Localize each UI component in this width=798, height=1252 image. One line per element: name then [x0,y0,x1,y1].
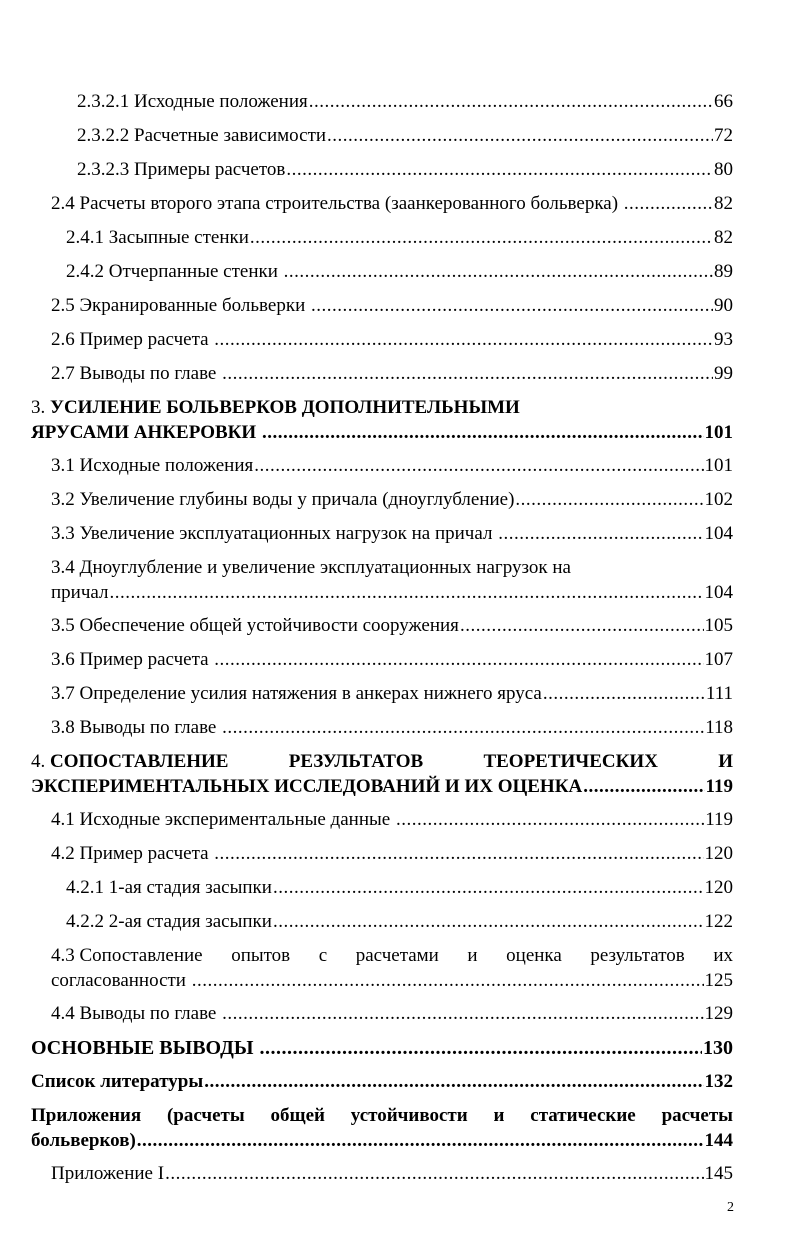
toc-word: и [493,1105,505,1126]
toc-entry[interactable] [31,357,733,391]
toc-page: 119 [705,776,733,797]
chapter-title-line2: ЭКСПЕРИМЕНТАЛЬНЫХ ИССЛЕДОВАНИЙ И ИХ ОЦЕНКА [31,776,583,797]
dot-leader [204,1065,703,1099]
toc-title: 3.2 Увеличение глубины воды у причала (дноуглубление) [51,489,515,510]
chapter-title-line2: ЯРУСАМИ АНКЕРОВКИ [31,422,261,443]
toc-entry[interactable] [31,551,733,609]
toc-word: Приложения [31,1105,142,1126]
toc-entry[interactable] [31,677,733,711]
toc-entry[interactable] [31,643,733,677]
toc-entry[interactable] [31,483,733,517]
toc-title-line2: причал [51,582,109,603]
toc-page: 145 [704,1163,733,1184]
toc-page: 99 [714,363,733,384]
toc-entry[interactable] [31,221,733,255]
toc-word: расчетами [355,945,439,966]
chapter-word: И [718,751,733,772]
toc-title: Список литературы [31,1071,204,1092]
toc-entry[interactable] [31,837,733,871]
page-number: 2 [727,1200,734,1215]
toc-entry[interactable] [31,255,733,289]
toc-title: 3.7 Определение усилия натяжения в анкерах нижнего яруса [51,683,542,704]
chapter-word: СОПОСТАВЛЕНИЕ [50,751,229,772]
dot-leader [273,871,704,905]
toc-page: 107 [704,649,733,670]
chapter-number: 3. [31,397,50,418]
toc-entry[interactable] [31,803,733,837]
dot-leader [498,517,703,551]
toc-title: 2.3.2.3 Примеры расчетов [77,159,286,180]
toc-entry[interactable] [31,323,733,357]
dot-leader [273,905,704,939]
toc-title: 3.3 Увеличение эксплуатационных нагрузок на причал [51,523,498,544]
chapter-word: РЕЗУЛЬТАТОВ [288,751,424,772]
toc-entry[interactable] [31,1031,733,1065]
chapter-title-line1: УСИЛЕНИЕ БОЛЬВЕРКОВ ДОПОЛНИТЕЛЬНЫМИ [50,397,520,418]
toc-title: 4.1 Исходные экспериментальные данные [51,809,395,830]
dot-leader [214,323,713,357]
dot-leader [260,1031,702,1065]
dot-leader [311,289,713,323]
toc-entry[interactable] [31,1099,733,1157]
dot-leader [250,221,713,255]
toc-entry[interactable] [31,517,733,551]
toc-page: 101 [704,455,733,476]
toc-word: и [467,945,478,966]
dot-leader [460,609,704,643]
toc-word: (расчеты [166,1105,245,1126]
toc-title: ОСНОВНЫЕ ВЫВОДЫ [31,1037,259,1059]
toc-page: 129 [704,1003,733,1024]
toc-page: 72 [714,125,733,146]
dot-leader [222,357,713,391]
toc-title-line2: согласованности [51,970,191,991]
toc-page: 122 [704,911,733,932]
toc-entry[interactable] [31,449,733,483]
toc-page: 80 [714,159,733,180]
toc-title: 2.6 Пример расчета [51,329,214,350]
dot-leader [309,85,713,119]
dot-leader [284,255,713,289]
toc-page: 90 [714,295,733,316]
toc-word: оценка [506,945,562,966]
chapter-number: 4. [31,751,50,772]
toc-page: 93 [714,329,733,350]
toc-word: с [318,945,328,966]
toc-entry[interactable] [31,187,733,221]
dot-leader [222,711,704,745]
dot-leader [109,580,703,605]
toc-word: опытов [231,945,291,966]
toc-page: 66 [714,91,733,112]
toc-title: 2.3.2.2 Расчетные зависимости [77,125,327,146]
dot-leader [624,187,713,221]
toc-entry[interactable] [31,153,733,187]
toc-title: 4.4 Выводы по главе [51,1003,222,1024]
toc-title: 2.4.2 Отчерпанные стенки [66,261,283,282]
toc-entry[interactable] [31,905,733,939]
toc-page: 130 [703,1037,733,1059]
toc-entry[interactable] [31,289,733,323]
table-of-contents [31,85,733,1191]
toc-page: 132 [704,1071,733,1092]
toc-entry[interactable] [31,997,733,1031]
dot-leader [543,677,705,711]
toc-page: 144 [704,1130,733,1151]
dot-leader [286,153,713,187]
dot-leader [262,420,704,445]
toc-word: 4.3 Сопоставление [51,945,203,966]
toc-title: 4.2 Пример расчета [51,843,214,864]
toc-page: 120 [704,877,733,898]
toc-title: Приложение I [51,1163,165,1184]
toc-word: результатов [590,945,685,966]
toc-title: 4.2.2 2-ая стадия засыпки [66,911,272,932]
toc-page: 101 [704,422,733,443]
toc-page: 89 [714,261,733,282]
dot-leader [396,803,704,837]
toc-page: 105 [704,615,733,636]
dot-leader [192,968,704,993]
toc-page: 82 [714,193,733,214]
toc-chapter[interactable] [31,391,733,449]
toc-entry[interactable] [31,1065,733,1099]
toc-title: 3.5 Обеспечение общей устойчивости сооружения [51,615,459,636]
dot-leader [214,643,703,677]
toc-page: 118 [705,717,733,738]
toc-title: 2.7 Выводы по главе [51,363,222,384]
toc-entry[interactable] [31,1157,733,1191]
toc-title: 3.6 Пример расчета [51,649,214,670]
toc-word: статические [530,1105,636,1126]
toc-page: 104 [704,582,733,603]
dot-leader [214,837,703,871]
toc-title: 3.1 Исходные положения [51,455,254,476]
dot-leader [137,1128,704,1153]
dot-leader [254,449,703,483]
toc-title: 2.4 Расчеты второго этапа строительства (заанкерованного больверка) [51,193,623,214]
toc-page: 119 [705,809,733,830]
toc-page: 125 [704,970,733,991]
toc-title: 4.2.1 1-ая стадия засыпки [66,877,272,898]
toc-page: 120 [704,843,733,864]
toc-entry[interactable] [31,711,733,745]
chapter-word: ТЕОРЕТИЧЕСКИХ [483,751,658,772]
toc-title-line2: больверков) [31,1130,136,1151]
toc-entry[interactable] [31,85,733,119]
toc-entry[interactable] [31,871,733,905]
toc-page: 82 [714,227,733,248]
dot-leader [583,774,704,799]
toc-title: 2.3.2.1 Исходные положения [77,91,308,112]
toc-word: их [713,945,733,966]
toc-title: 2.4.1 Засыпные стенки [66,227,249,248]
toc-entry[interactable] [31,119,733,153]
toc-word: общей [270,1105,325,1126]
toc-chapter[interactable] [31,745,733,803]
toc-entry[interactable] [31,939,733,997]
toc-title: 2.5 Экранированные больверки [51,295,310,316]
toc-page: 111 [705,683,733,704]
toc-page: 102 [704,489,733,510]
toc-page: 104 [704,523,733,544]
toc-entry[interactable] [31,609,733,643]
dot-leader [165,1157,703,1191]
toc-title-line1: 3.4 Дноуглубление и увеличение эксплуатационных нагрузок на [51,557,571,578]
toc-title: 3.8 Выводы по главе [51,717,222,738]
dot-leader [327,119,713,153]
dot-leader [515,483,703,517]
toc-word: расчеты [661,1105,733,1126]
dot-leader [222,997,703,1031]
toc-word: устойчивости [350,1105,468,1126]
